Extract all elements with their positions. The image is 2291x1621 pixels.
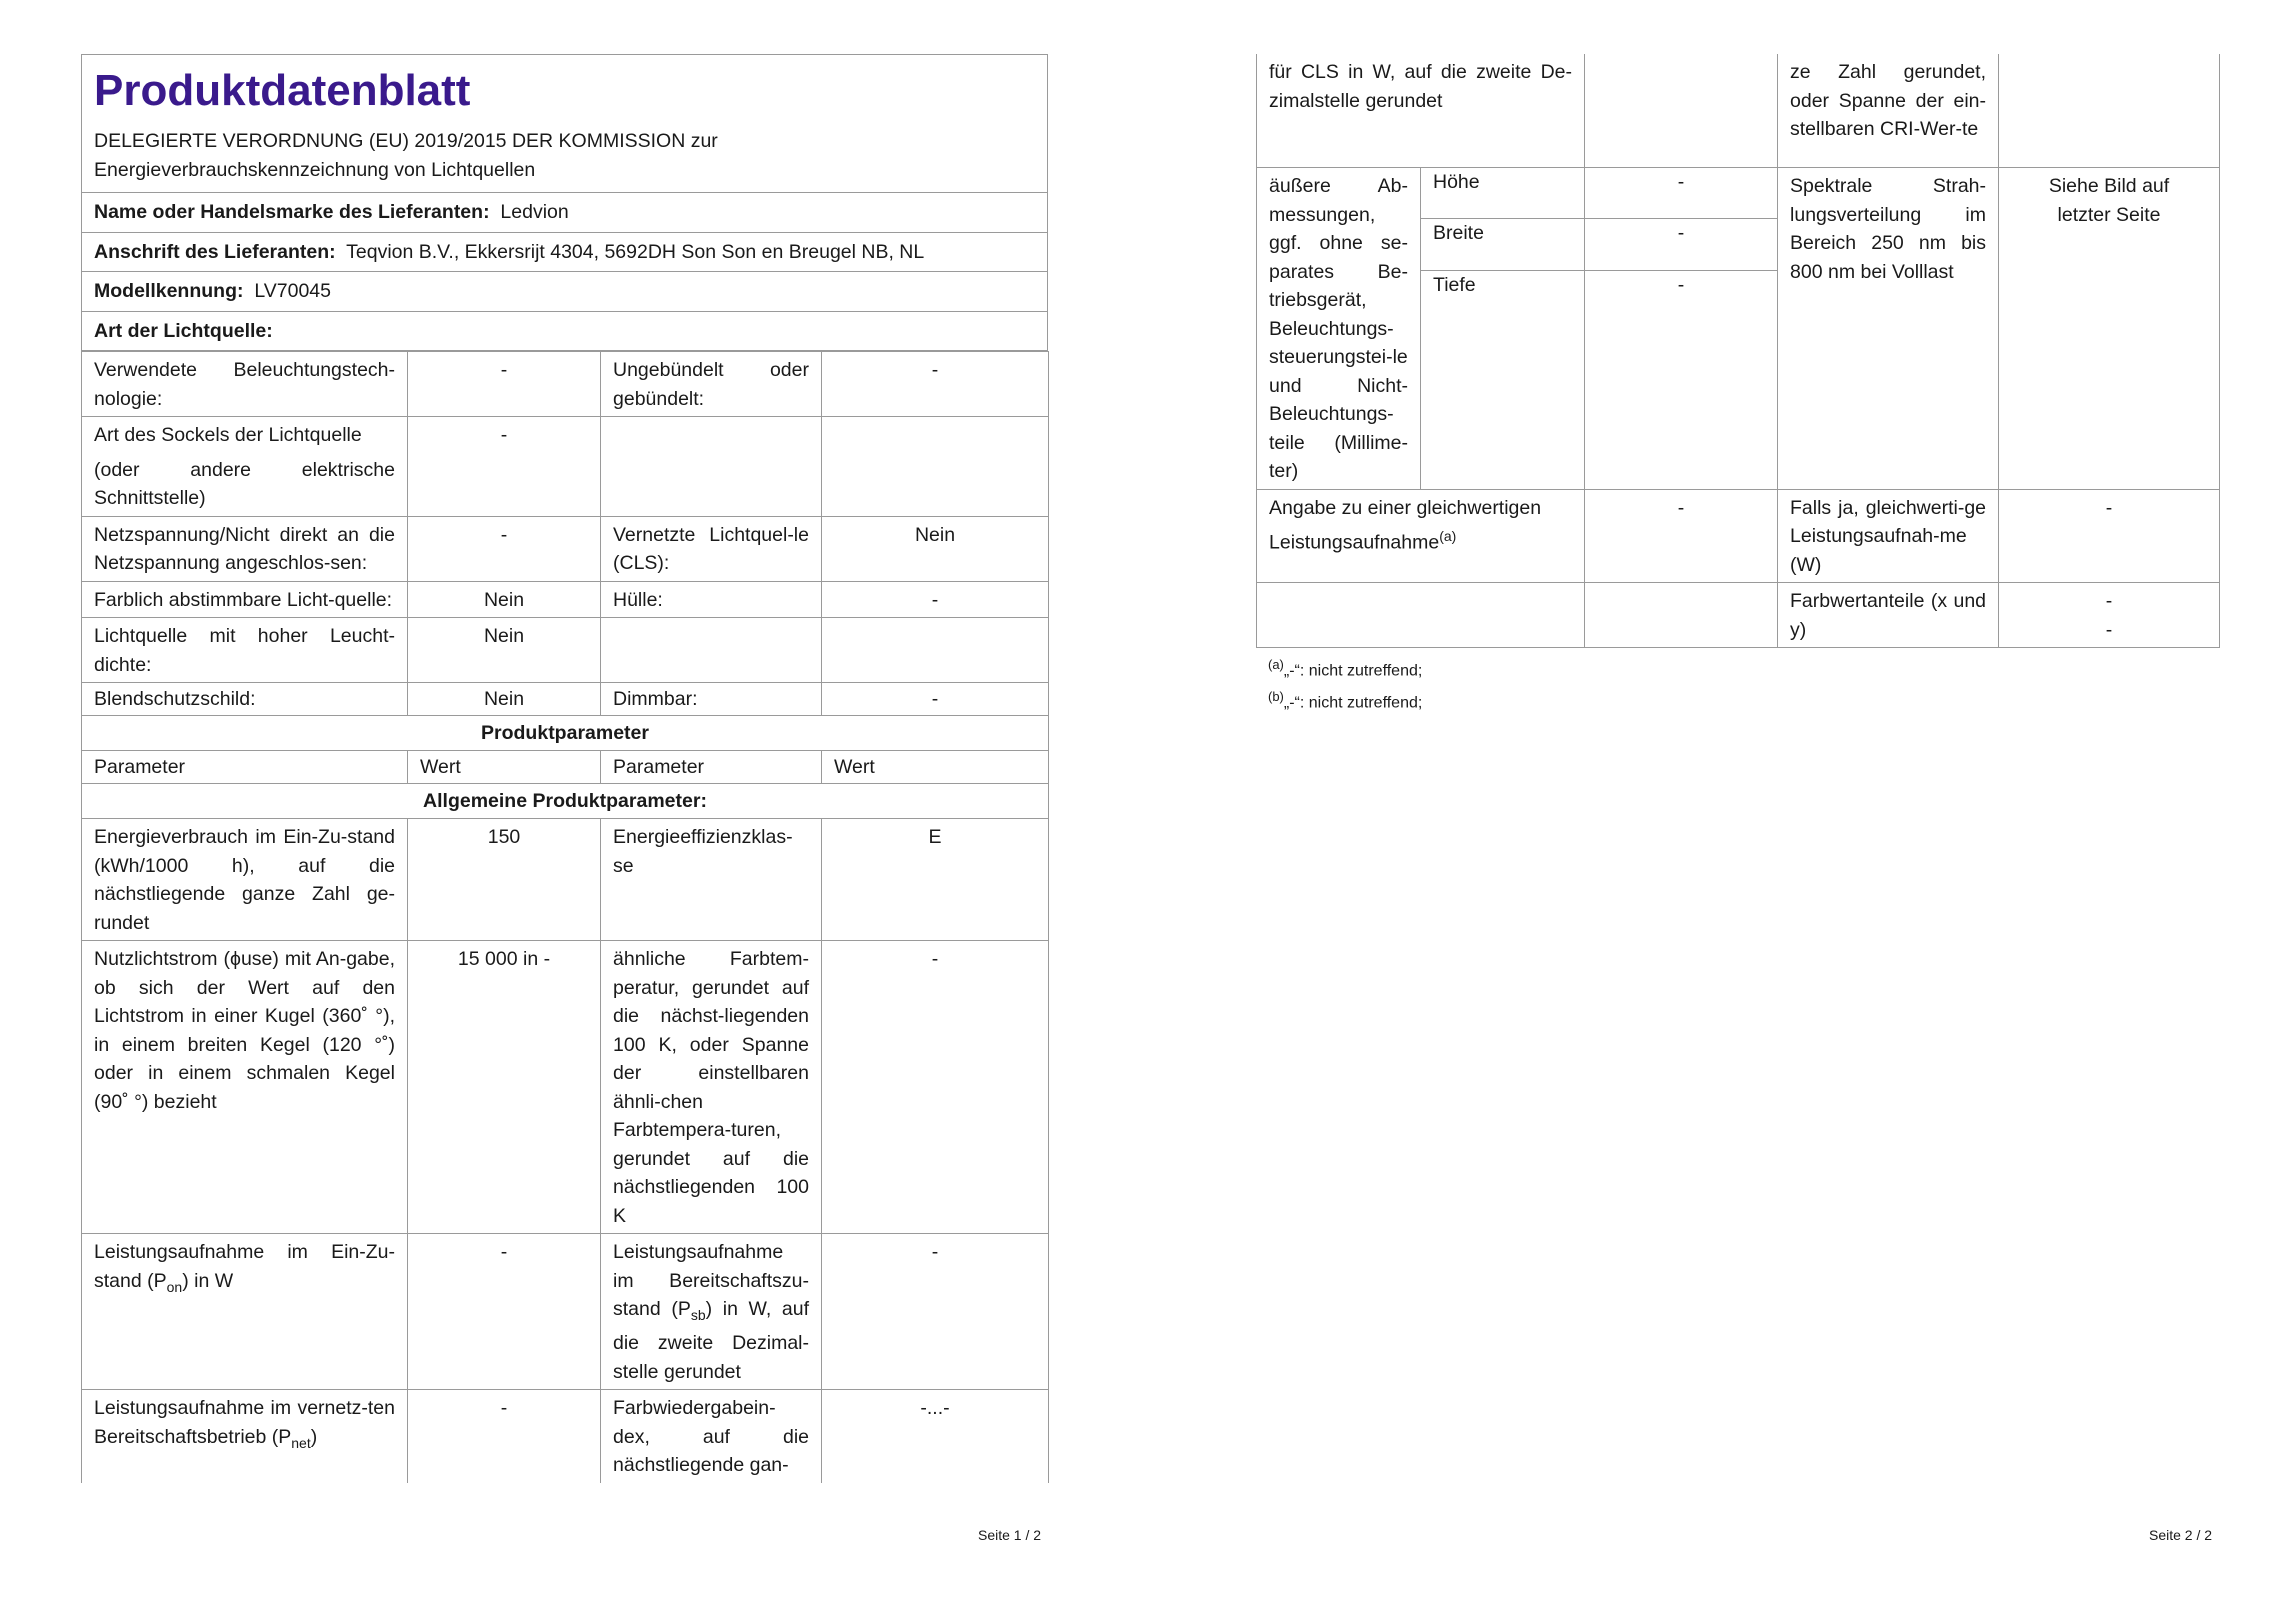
section-heading-row	[82, 715, 1049, 751]
value-cell: -	[822, 941, 1049, 1234]
param-text: Leistungsaufnahme im vernetz-ten Bereitschaftsbetrieb (P	[94, 1397, 395, 1448]
footnote-mark: (a)	[1268, 657, 1284, 672]
table-row	[82, 618, 1049, 683]
dimension-value: -	[1585, 219, 1778, 270]
model-row	[82, 272, 1048, 312]
dimension-value: -	[1585, 168, 1778, 219]
document-title: Produktdatenblatt	[94, 66, 471, 115]
column-header-row	[82, 751, 1049, 784]
param-cell: ze Zahl gerundet, oder Spanne der ein-stellbaren CRI-Wer-te	[1778, 54, 1999, 168]
param-cell	[601, 1234, 822, 1390]
param-cell: Vernetzte Lichtquel-le (CLS):	[601, 516, 822, 581]
param-cell	[82, 1234, 408, 1390]
value-cell	[822, 417, 1049, 517]
param-cell: ähnliche Farbtem-peratur, gerundet auf die nächst-liegenden 100 K, oder Spanne der einstellbaren ähnli-chen Farbtempera-turen, gerundet auf die nächstliegenden 100 K	[601, 941, 822, 1234]
value-cell: -	[408, 516, 601, 581]
table-row	[82, 941, 1049, 1234]
value-cell: Nein	[822, 516, 1049, 581]
section-heading: Allgemeine Produktparameter:	[82, 783, 1049, 819]
column-header: Parameter	[601, 751, 822, 784]
param-text: (oder andere elektrische Schnittstelle)	[94, 458, 395, 509]
value-cell: 150	[408, 819, 601, 941]
table-row	[1257, 489, 2220, 583]
supplier-label: Name oder Handelsmarke des Lieferanten:	[94, 201, 490, 223]
table-row	[82, 819, 1049, 941]
footnote-text: „-“: nicht zutreffend;	[1283, 662, 1423, 680]
column-header: Wert	[408, 751, 601, 784]
param-cell: Hülle:	[601, 581, 822, 618]
model-value: LV70045	[254, 280, 331, 302]
subscript: sb	[690, 1306, 706, 1323]
table-row	[1257, 583, 2220, 648]
param-text: Angabe zu einer gleichwertigen Leistungsaufnahme	[1269, 496, 1542, 554]
param-cell: Lichtquelle mit hoher Leucht-dichte:	[82, 618, 408, 683]
param-text: ) in W	[182, 1269, 234, 1292]
param-text: Leistungsaufnahme im Bereitschaftszu-stand (P	[613, 1241, 809, 1320]
param-cell: Verwendete Beleuchtungstech-nologie:	[82, 352, 408, 417]
footnote-mark: (a)	[1439, 528, 1457, 544]
table-row	[82, 581, 1049, 618]
param-cell	[1257, 489, 1585, 583]
value-cell	[822, 618, 1049, 683]
param-cell: Farbwiedergabein-dex, auf die nächstliegende gan-	[601, 1390, 822, 1483]
value-cell: -	[408, 417, 601, 517]
param-cell: Farbwertanteile (x und y)	[1778, 583, 1999, 648]
param-cell	[601, 618, 822, 683]
chroma-x-value: -	[2105, 590, 2113, 612]
dimension-value: -	[1585, 270, 1778, 489]
param-cell: Energieverbrauch im Ein-Zu-stand (kWh/1000 h), auf die nächstliegende ganze Zahl ge-rundet	[82, 819, 408, 941]
value-cell: Siehe Bild auf letzter Seite	[1999, 168, 2220, 490]
value-cell: -	[408, 1234, 601, 1390]
value-cell: Nein	[408, 683, 601, 716]
dimension-name: Höhe	[1421, 168, 1585, 219]
footnotes	[1256, 648, 2219, 721]
page-2	[1256, 54, 2219, 721]
table-row	[82, 417, 1049, 517]
value-cell: 15 000 in -	[408, 941, 601, 1234]
param-cell: Spektrale Strah-lungsverteilung im Bereich 250 nm bis 800 nm bei Volllast	[1778, 168, 1999, 490]
value-cell: -	[1585, 489, 1778, 583]
table-row	[82, 1390, 1049, 1483]
param-text: )	[310, 1425, 318, 1448]
column-header: Wert	[822, 751, 1049, 784]
param-cell: für CLS in W, auf die zweite De-zimalstelle gerundet	[1257, 54, 1585, 168]
param-cell: Netzspannung/Nicht direkt an die Netzspannung angeschlos-sen:	[82, 516, 408, 581]
table-row	[82, 352, 1049, 417]
param-cell: Falls ja, gleichwerti-ge Leistungsaufnah-me (W)	[1778, 489, 1999, 583]
param-cell	[1257, 583, 1585, 648]
value-cell	[1585, 54, 1778, 168]
section-heading: Produktparameter	[82, 715, 1049, 751]
param-text: ) in W, auf die zweite Dezimal-stelle gerundet	[613, 1298, 810, 1383]
param-text: Leistungsaufnahme im Ein-Zu-stand (P	[94, 1241, 395, 1292]
value-cell: Nein	[408, 581, 601, 618]
value-cell: E	[822, 819, 1049, 941]
value-cell	[1999, 583, 2220, 648]
dimension-name: Breite	[1421, 219, 1585, 270]
value-cell	[1999, 54, 2220, 168]
param-cell	[82, 1390, 408, 1483]
footnote	[1268, 650, 2207, 686]
param-cell	[82, 417, 408, 517]
value-cell: -	[408, 1390, 601, 1483]
value-cell	[1585, 583, 1778, 648]
dimensions-label: äußere Ab-messungen, ggf. ohne se-parates Be-triebsgerät, Beleuchtungs-steuerungstei-le und Nicht-Beleuchtungs-teile (Millime-ter)	[1257, 168, 1421, 490]
table-row	[82, 1234, 1049, 1390]
value-cell: -	[822, 1234, 1049, 1390]
footnote-text: „-“: nicht zutreffend;	[1283, 694, 1423, 712]
type-heading	[82, 311, 1048, 351]
continuation-table	[1256, 54, 2220, 648]
value-cell: -	[822, 581, 1049, 618]
param-cell: Dimmbar:	[601, 683, 822, 716]
table-row	[82, 516, 1049, 581]
address-value: Teqvion B.V., Ekkersrijt 4304, 5692DH Son Son en Breugel NB, NL	[346, 240, 925, 263]
model-label: Modellkennung:	[94, 280, 244, 302]
footnote-mark: (b)	[1268, 689, 1284, 705]
section-heading-row	[82, 783, 1049, 819]
param-cell: Ungebündelt oder gebündelt:	[601, 352, 822, 417]
header-table	[81, 54, 1048, 351]
value-cell: -	[822, 683, 1049, 716]
column-header: Parameter	[82, 751, 408, 784]
regulation-text: DELEGIERTE VERORDNUNG (EU) 2019/2015 DER KOMMISSION zur Energieverbrauchskennzeichnung von Lichtquellen	[94, 130, 718, 181]
value-cell: -	[1999, 489, 2220, 583]
subscript: net	[291, 1434, 311, 1451]
value-cell: Nein	[408, 618, 601, 683]
page-number: Seite 1 / 2	[978, 1527, 1042, 1543]
subscript: on	[166, 1278, 183, 1295]
table-row	[1257, 54, 2220, 168]
value-cell: -...-	[822, 1390, 1049, 1483]
param-cell: Energieeffizienzklas-se	[601, 819, 822, 941]
address-row	[82, 232, 1048, 272]
chroma-y-value: -	[2105, 618, 2113, 641]
title-cell	[82, 55, 1048, 193]
footnote	[1268, 682, 2207, 718]
page-1	[81, 54, 1048, 1483]
value-cell: -	[408, 352, 601, 417]
table-row	[82, 683, 1049, 716]
param-cell	[601, 417, 822, 517]
table-row	[1257, 168, 2220, 219]
param-cell: Blendschutzschild:	[82, 683, 408, 716]
param-cell: Farblich abstimmbare Licht-quelle:	[82, 581, 408, 618]
supplier-value: Ledvion	[500, 201, 569, 223]
type-heading-text: Art der Lichtquelle:	[94, 319, 273, 342]
dimension-name: Tiefe	[1421, 270, 1585, 489]
param-text: Art des Sockels der Lichtquelle	[94, 424, 362, 446]
param-cell: Nutzlichtstrom (ϕuse) mit An-gabe, ob sich der Wert auf den Lichtstrom in einer Kugel (360˚ °), in einem breiten Kegel (120 °˚) oder in einem schmalen Kegel (90˚ °) bezieht	[82, 941, 408, 1234]
supplier-row	[82, 193, 1048, 233]
value-cell: -	[822, 352, 1049, 417]
main-table	[81, 351, 1049, 1483]
address-label: Anschrift des Lieferanten:	[94, 240, 336, 263]
page-number: Seite 2 / 2	[2149, 1527, 2213, 1543]
